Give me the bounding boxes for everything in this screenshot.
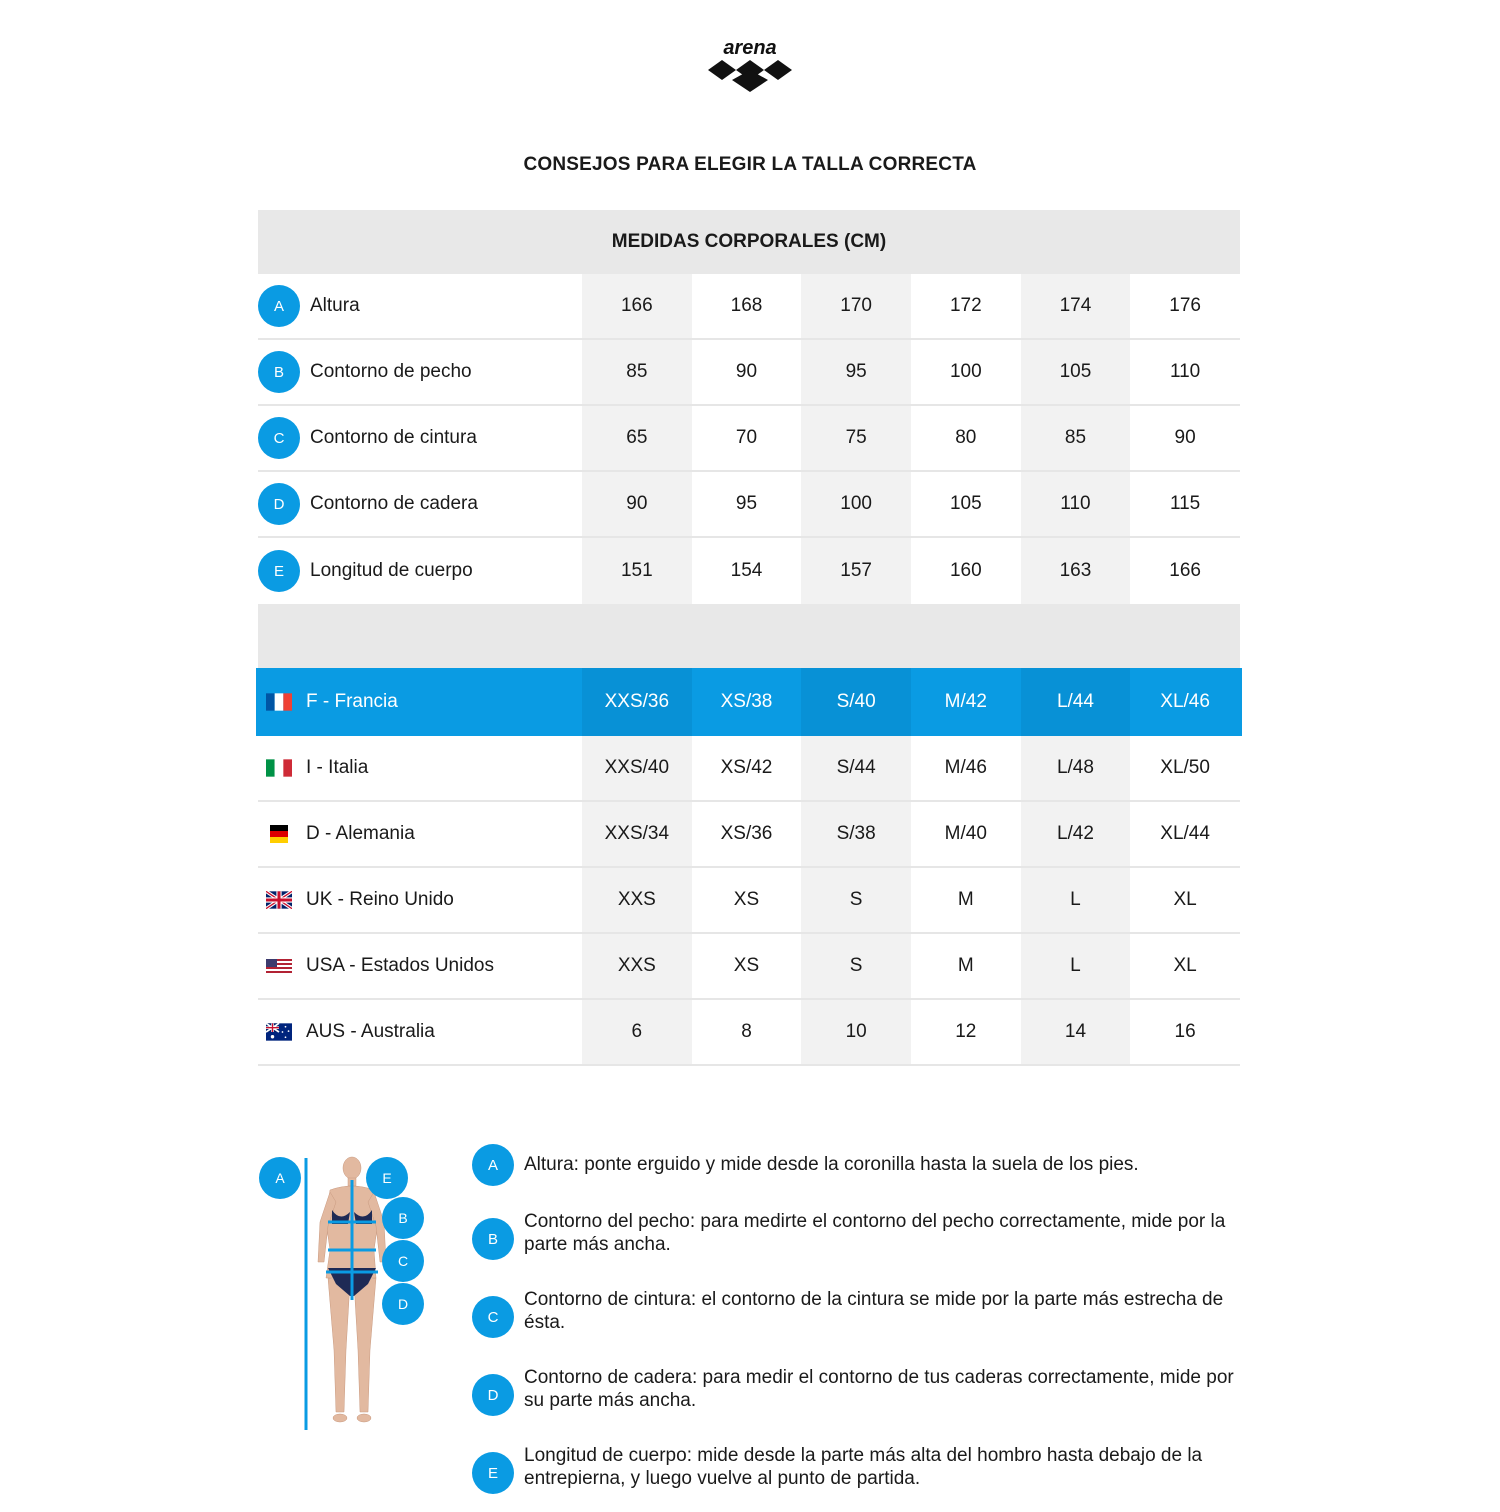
note-text: Contorno de cadera: para medir el contorno de tus caderas correctamente, mide por su parte más ancha. (524, 1367, 1234, 1411)
table-header: MEDIDAS CORPORALES (CM) (258, 210, 1240, 274)
table-cell: XXS/34 (582, 802, 692, 866)
table-cell: 110 (1169, 361, 1201, 382)
letter-badge: A (472, 1144, 514, 1186)
table-cell: M (957, 955, 974, 976)
letter-badge: A (258, 285, 300, 327)
letter-badge: D (472, 1374, 514, 1416)
figure-badge-a (259, 1157, 301, 1199)
size-table (258, 210, 1240, 1066)
table-cell: 166 (582, 274, 692, 338)
measurement-row-longitud (258, 538, 1240, 604)
table-cell: 172 (949, 295, 982, 316)
table-cell: 115 (1169, 493, 1201, 514)
table-cell: 168 (730, 295, 763, 316)
svg-text:arena: arena (723, 37, 777, 59)
note-text: Contorno del pecho: para medirte el contorno del pecho correctamente, mide por la parte más ancha. (524, 1211, 1226, 1255)
letter-badge: E (472, 1452, 514, 1494)
svg-text:C: C (397, 1253, 409, 1269)
table-cell: 105 (1021, 340, 1131, 404)
size-row-australia (258, 1000, 1240, 1066)
table-cell: 16 (1174, 1021, 1196, 1042)
table-cell: 8 (741, 1021, 752, 1042)
table-cell: 174 (1021, 274, 1131, 338)
table-cell: 65 (582, 406, 692, 470)
size-row-reino-unido (258, 868, 1240, 934)
row-label: I - Italia (306, 757, 369, 778)
table-cell: XXS/36 (582, 668, 692, 736)
measurement-notes (472, 1144, 1252, 1512)
row-label: Contorno de cintura (310, 427, 477, 448)
table-cell: XL/46 (1160, 691, 1210, 712)
letter-badge: C (258, 417, 300, 459)
letter-badge: C (472, 1296, 514, 1338)
table-cell: 70 (735, 427, 758, 448)
table-cell: 85 (1021, 406, 1131, 470)
table-cell: 6 (582, 1000, 692, 1064)
table-cell: S/44 (801, 736, 911, 800)
table-cell: 160 (949, 560, 982, 581)
table-cell: 100 (949, 361, 982, 382)
table-cell: 176 (1169, 295, 1201, 316)
table-cell: L/42 (1021, 802, 1131, 866)
row-label: USA - Estados Unidos (306, 955, 494, 976)
table-cell: M/40 (944, 823, 987, 844)
table-cell: XS (733, 889, 760, 910)
note-text: Contorno de cintura: el contorno de la cintura se mide por la parte más estrecha de ésta. (524, 1289, 1224, 1333)
table-cell: S (801, 868, 911, 932)
germany-flag-icon (266, 825, 292, 843)
note-item (472, 1434, 1252, 1494)
table-cell: XS/42 (720, 757, 773, 778)
table-cell: XL/50 (1160, 757, 1210, 778)
table-cell: XXS (582, 868, 692, 932)
table-cell: L/44 (1021, 668, 1131, 736)
table-cell: 151 (582, 538, 692, 604)
letter-badge: E (258, 550, 300, 592)
note-item (472, 1144, 1252, 1186)
italy-flag-icon (266, 759, 292, 777)
figure-badge-c (382, 1240, 424, 1282)
australia-flag-icon (266, 1023, 292, 1041)
table-cell: 90 (582, 472, 692, 536)
row-label: Altura (310, 295, 360, 316)
note-text: Altura: ponte erguido y mide desde la coronilla hasta la suela de los pies. (524, 1154, 1139, 1175)
table-cell: 100 (801, 472, 911, 536)
row-label: Longitud de cuerpo (310, 560, 473, 581)
row-label: Contorno de pecho (310, 361, 472, 382)
table-cell: XL/44 (1160, 823, 1210, 844)
row-label: F - Francia (306, 691, 398, 712)
measurement-row-pecho (258, 340, 1240, 406)
table-cell: M (957, 889, 974, 910)
table-cell: 10 (801, 1000, 911, 1064)
table-cell: XL (1173, 889, 1197, 910)
table-cell: 163 (1021, 538, 1131, 604)
table-cell: 75 (801, 406, 911, 470)
table-cell: 166 (1169, 560, 1201, 581)
table-cell: 80 (955, 427, 977, 448)
letter-badge: B (258, 351, 300, 393)
table-cell: S/40 (801, 668, 911, 736)
svg-text:B: B (398, 1210, 408, 1226)
table-cell: 154 (730, 560, 763, 581)
table-cell: M/46 (944, 757, 987, 778)
size-row-estados-unidos (258, 934, 1240, 1000)
table-cell: S/38 (801, 802, 911, 866)
section-divider (258, 604, 1240, 668)
row-label: AUS - Australia (306, 1021, 435, 1042)
row-label: Contorno de cadera (310, 493, 478, 514)
table-cell: XS/36 (720, 823, 773, 844)
letter-badge: B (472, 1218, 514, 1260)
table-cell: 95 (735, 493, 758, 514)
size-row-alemania (258, 802, 1240, 868)
usa-flag-icon (266, 957, 292, 975)
france-flag-icon (266, 693, 292, 711)
table-cell: 95 (801, 340, 911, 404)
note-item (472, 1356, 1252, 1416)
svg-text:D: D (397, 1296, 409, 1312)
table-cell: M/42 (944, 691, 987, 712)
page-title: CONSEJOS PARA ELEGIR LA TALLA CORRECTA (523, 154, 977, 175)
table-cell: 12 (955, 1021, 977, 1042)
row-label: UK - Reino Unido (306, 889, 454, 910)
table-cell: S (801, 934, 911, 998)
figure-badge-e (366, 1157, 408, 1199)
figure-badge-d (382, 1283, 424, 1325)
table-cell: XL (1173, 955, 1197, 976)
note-item (472, 1278, 1252, 1338)
table-cell: XXS (582, 934, 692, 998)
table-cell: L/48 (1021, 736, 1131, 800)
table-cell: 170 (801, 274, 911, 338)
table-cell: L (1021, 934, 1131, 998)
measurement-row-cintura (258, 406, 1240, 472)
table-cell: XS/38 (720, 691, 773, 712)
table-cell: 105 (949, 493, 982, 514)
table-cell: 90 (735, 361, 758, 382)
note-text: Longitud de cuerpo: mide desde la parte más alta del hombro hasta debajo de la entrepierna, y luego vuelve al punto de partida. (524, 1445, 1203, 1489)
svg-text:E: E (382, 1170, 392, 1186)
table-cell: 14 (1021, 1000, 1131, 1064)
size-row-italia (258, 736, 1240, 802)
note-item (472, 1200, 1252, 1260)
table-cell: 110 (1021, 472, 1131, 536)
size-row-francia (256, 668, 1242, 736)
figure-badge-b (382, 1197, 424, 1239)
body-measurement-figure (256, 1150, 436, 1440)
table-cell: 85 (582, 340, 692, 404)
table-cell: XXS/40 (582, 736, 692, 800)
table-cell: L (1021, 868, 1131, 932)
table-cell: 157 (801, 538, 911, 604)
table-cell: XS (733, 955, 760, 976)
uk-flag-icon (266, 891, 292, 909)
row-label: D - Alemania (306, 823, 415, 844)
arena-logo (700, 36, 800, 96)
measurement-row-altura (258, 274, 1240, 340)
table-cell: 90 (1174, 427, 1196, 448)
svg-text:A: A (275, 1170, 285, 1186)
measurement-row-cadera (258, 472, 1240, 538)
letter-badge: D (258, 483, 300, 525)
